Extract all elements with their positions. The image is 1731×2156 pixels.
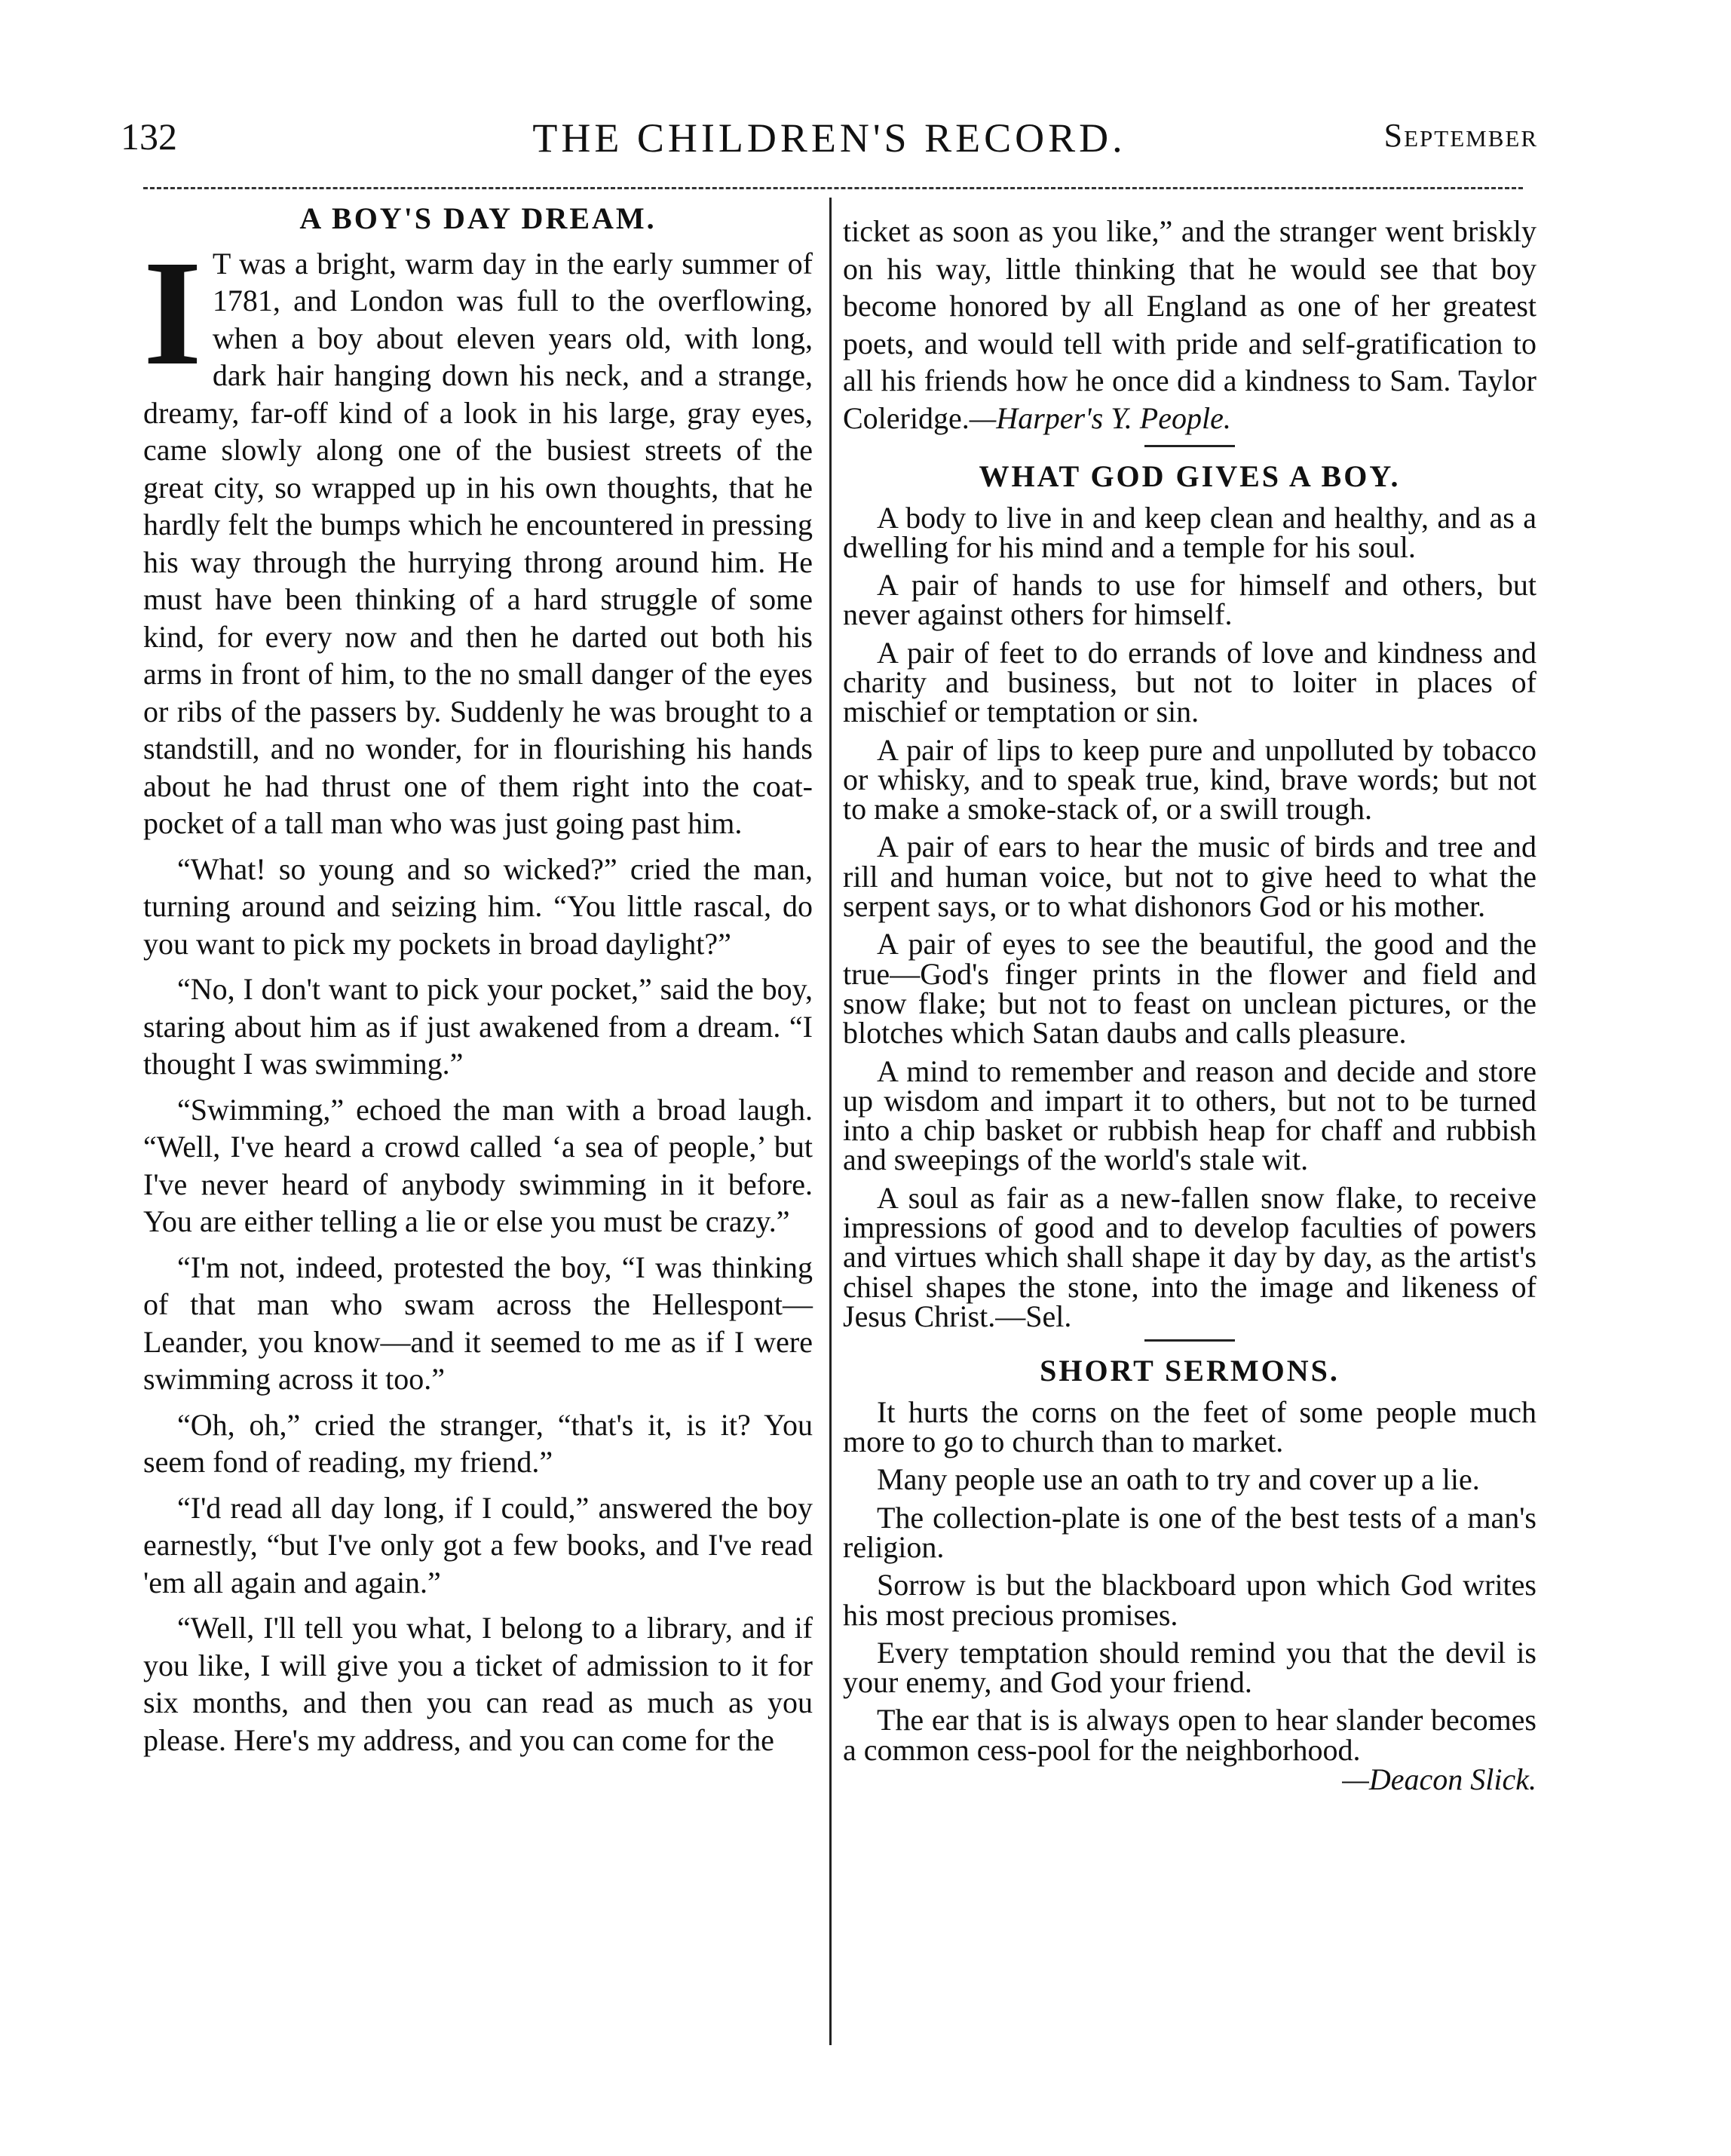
gives-body	[843, 500, 1536, 1333]
sermon-paragraph: The collection-plate is one of the best tests of a man's religion.	[843, 1500, 1536, 1564]
page-header	[121, 115, 1538, 167]
story-paragraph: “No, I don't want to pick your pocket,” said the boy, staring about him as if just awakened from a dream. “I thought I was swimming.”	[143, 972, 813, 1081]
story-paragraph: “I'd read all day long, if I could,” answered the boy earnestly, “but I've only got a few books, and I've read 'em all again and again.”	[143, 1490, 813, 1599]
gives-paragraph: A pair of hands to use for himself and others, but never against others for himself.	[843, 568, 1536, 632]
gives-paragraph: A pair of eyes to see the beautiful, the good and the true—God's finger prints in the flower and field and snow flake; but not to feast on unclean pictures, or the blotches which Satan daubs and calls pleasure.	[843, 927, 1536, 1050]
story-title: A BOY'S DAY DREAM.	[299, 201, 657, 235]
sermons-body	[843, 1394, 1536, 1796]
left-column	[143, 200, 813, 1767]
story-paragraph: “Swimming,” echoed the man with a broad laugh. “Well, I've heard a crowd called ‘a sea of people,’ but I've never heard of anybody swimming in it before. You are either telling a lie or else you must be crazy.”	[143, 1092, 813, 1238]
sermon-paragraph: Sorrow is but the blackboard upon which God writes his most precious promises.	[843, 1568, 1536, 1632]
section-separator	[1144, 1339, 1235, 1342]
story-paragraph: “I'm not, indeed, protested the boy, “I was thinking of that man who swam across the Hellespont—Leander, you know—and it seemed to me as if I were swimming across it too.”	[143, 1250, 813, 1396]
story-continuation: ticket as soon as you like,” and the stranger went briskly on his way, little thinking that he would see that boy become honored by all England as one of her greatest poets, and would tell with pride and self-gratification to all his friends how he once did a kindness to Sam. Taylor Coleridge.—Harper's Y. People.	[843, 214, 1536, 435]
issue-month: September	[1383, 117, 1538, 154]
gives-title: WHAT GOD GIVES A BOY.	[979, 459, 1401, 493]
story-paragraph: “Well, I'll tell you what, I belong to a library, and if you like, I will give you a ticket of admission to it for six months, and then you can read as much as you please. Here's my address, and you can come for the	[143, 1611, 813, 1757]
gives-paragraph: A pair of feet to do errands of love and kindness and charity and business, but not to loiter in places of mischief or temptation or sin.	[843, 635, 1536, 729]
column-divider	[829, 198, 832, 2045]
gives-paragraph: A mind to remember and reason and decide and store up wisdom and impart it to others, but not to be turned into a chip basket or rubbish heap for chaff and rubbish and sweepings of the world's stale wit.	[843, 1053, 1536, 1177]
sermons-title: SHORT SERMONS.	[1040, 1354, 1340, 1388]
gives-paragraph: A pair of lips to keep pure and unpolluted by tobacco or whisky, and to speak true, kind, brave words; but not to make a smoke-stack of, or a swill trough.	[843, 732, 1536, 827]
gives-paragraph: A pair of ears to hear the music of birds and tree and rill and human voice, but not to give heed to what the serpent says, or to what dishonors God or his mother.	[843, 830, 1536, 924]
header-rule	[143, 187, 1523, 189]
sermon-paragraph: Every temptation should remind you that the devil is your enemy, and God your friend.	[843, 1635, 1536, 1700]
right-column	[843, 213, 1536, 1794]
story-paragraph: “Oh, oh,” cried the stranger, “that's it, is it? You seem fond of reading, my friend.”	[143, 1407, 813, 1479]
sermon-paragraph: Many people use an oath to try and cover up a lie.	[877, 1462, 1480, 1497]
drop-cap: I	[143, 229, 202, 397]
gives-paragraph: A soul as fair as a new-fallen snow flake, to receive impressions of good and to develop faculties of powers and virtues which shall shape it day by day, as the artist's chisel shapes the stone, into the image and likeness of Jesus Christ.—Sel.	[843, 1180, 1536, 1333]
section-separator	[1144, 445, 1235, 447]
sermon-signature: —Deacon Slick.	[1342, 1762, 1536, 1796]
sermon-paragraph: The ear that is is always open to hear slander becomes a common cess-pool for the neighborhood. —Deacon Slick.	[843, 1703, 1536, 1796]
sermon-paragraph: It hurts the corns on the feet of some people much more to go to church than to market.	[843, 1394, 1536, 1459]
page-number: 132	[121, 115, 177, 158]
story-paragraph: I T was a bright, warm day in the early summer of 1781, and London was full to the overflowing, when a boy about eleven years old, with long, dark hair hanging down his neck, and a strange, dreamy, far-off kind of a look in his large, gray eyes, came slowly along one of the busiest streets of the great city, so wrapped up in his own thoughts, that he hardly felt the bumps which he encountered in pressing his way through the hurrying throng around him. He must have been thinking of a hard struggle of some kind, for every now and then he darted out both his arms in front of him, to the no small danger of the eyes or ribs of the passers by. Suddenly he was brought to a standstill, and no wonder, for in flourishing his hands about he had thrust one of them right into the coat-pocket of a tall man who was just going past him.	[143, 229, 813, 840]
gives-paragraph: A body to live in and keep clean and healthy, and as a dwelling for his mind and a temple for his soul.	[843, 500, 1536, 564]
story-paragraph: “What! so young and so wicked?” cried the man, turning around and seizing him. “You little rascal, do you want to pick my pockets in broad daylight?”	[143, 851, 813, 961]
journal-title: THE CHILDREN'S RECORD.	[532, 115, 1126, 161]
story-source: —Harper's Y. People.	[969, 400, 1231, 435]
